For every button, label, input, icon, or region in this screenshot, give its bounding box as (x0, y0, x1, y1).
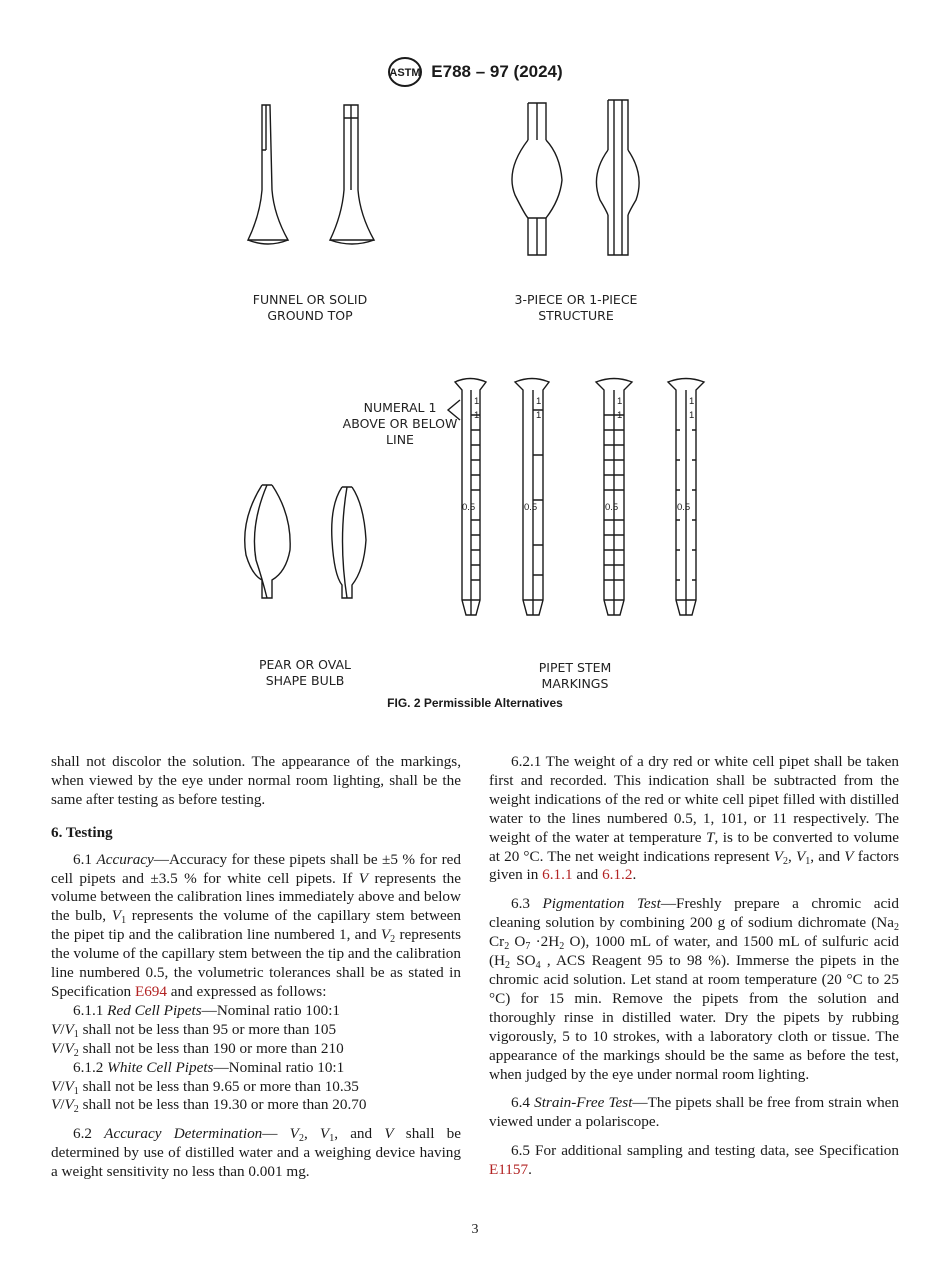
mark-05-b: 0.5 (524, 502, 538, 513)
solid-ground-top-pipet (330, 105, 374, 244)
stem-pipet-2 (515, 379, 549, 616)
red-ratio-2: $V/V_2$ shall not be less than 190 or more than 210 (51, 1039, 344, 1059)
three-piece-pipet (512, 103, 562, 255)
mark-1-g: 1 (689, 396, 695, 407)
red-ratio-1: $V/V_1$ shall not be less than 95 or more than 105 (51, 1020, 337, 1040)
ref-e1157[interactable]: E1157 (489, 1161, 529, 1179)
pear-bulb (245, 485, 290, 598)
para-continuation: shall not discolor the solution. The appearance of the markings, when viewed by the eye under normal room lighting, shall be the same after testing as before testing. (51, 753, 461, 808)
mark-1-a: 1 (474, 396, 480, 407)
para-6-2-1: 6.2.1 The weight of a dry red or white cell pipet shall be taken first and recorded. This indication shall be subtracted from the weight indications of the red or white cell pipet filled with distilled water to the lines numbered 0.5, 1, 101, or 11 respectively. The weight of the water at temperature T, is to be converted to volume at 20 °C. The net weight indications represent $V_2$, $V_1$, and V factors given in 6.1.1 and 6.1.2. (489, 753, 900, 884)
mark-1-f: 1 (617, 410, 623, 421)
figure-2 (0, 90, 950, 630)
para-6-3: 6.3 Pigmentation Test—Freshly prepare a chromic acid cleaning solution by combining 200 g of sodium dichromate ($Na_2$ $Cr_2$ $O_7 \cdot 2H_2$ O), 1000 mL of water, and 1500 mL of sulfuric acid ($H_2$ $SO_4$ , ACS Reagent 95 to 98 %). Immerse the pipets in the chromic acid solution. Let stand at room temperature (20 °C to 25 °C) for 15 min. Remove the pipets from the solution and thoroughly rinse in distilled water. Dry the pipets by rubbing vigorously, 5 to 10 strokes, with a laboratory cloth or tissue. The appearance of the markings should be the same as before the test, when judged by the eye under normal room lighting. (489, 895, 900, 1083)
para-6-2: 6.2 Accuracy Determination— $V_2$, $V_1$, and V shall be determined by use of distilled water and a weighing device having a weight sensitivity no less than 0.001 mg. (51, 1125, 461, 1181)
label-numeral: NUMERAL 1 ABOVE OR BELOW LINE (342, 400, 458, 447)
mark-1-b: 1 (474, 410, 480, 421)
mark-1-d: 1 (536, 410, 542, 421)
left-column (51, 753, 461, 1182)
standard-designation: E788 – 97 (2024) (431, 62, 563, 81)
ref-e694[interactable]: E694 (134, 982, 167, 1000)
mark-1-h: 1 (689, 410, 695, 421)
para-6-1: 6.1 Accuracy—Accuracy for these pipets shall be ±5 % for red cell pipets and ±3.5 % for white cell pipets. If V represents the volume between the calibration lines immediately above and below the bulb, $V_1$ represents the volume of the capillary stem between the pipet tip and the calibration line numbered 1, and $V_2$ represents the volume of the capillary stem between the tip and the calibration line numbered 0.5, the volumetric tolerances shall be as stated in Specification E694 and expressed as follows: (51, 850, 462, 1000)
label-structure: 3-PIECE OR 1-PIECE STRUCTURE (514, 292, 638, 323)
figure-caption: FIG. 2 Permissible Alternatives (387, 696, 563, 710)
page-number: 3 (471, 1222, 479, 1237)
mark-05-c: 0.5 (605, 502, 619, 513)
section-heading: 6. Testing (51, 823, 113, 841)
astm-logo-icon (387, 56, 423, 88)
white-ratio-1: $V/V_1$ shall not be less than 9.65 or more than 10.35 (51, 1077, 359, 1097)
white-ratio-2: $V/V_2$ shall not be less than 19.30 or more than 20.70 (51, 1096, 367, 1116)
para-6-1-1: 6.1.1 Red Cell Pipets—Nominal ratio 100:1 (73, 1001, 341, 1019)
ref-6-1-2[interactable]: 6.1.2 (602, 866, 633, 884)
mark-1-e: 1 (617, 396, 623, 407)
funnel-top-pipet (248, 105, 288, 244)
label-pear: PEAR OR OVAL SHAPE BULB (258, 657, 352, 688)
stem-pipet-3 (596, 379, 632, 616)
right-column (489, 753, 899, 1180)
ref-6-1-1[interactable]: 6.1.1 (542, 866, 573, 884)
stem-pipet-4 (668, 379, 704, 616)
mark-1-c: 1 (536, 396, 542, 407)
para-6-5: 6.5 For additional sampling and testing data, see Specification E1157. (489, 1142, 899, 1179)
label-funnel: FUNNEL OR SOLID GROUND TOP (252, 292, 368, 323)
page-header (0, 56, 950, 88)
para-6-4: 6.4 Strain-Free Test—The pipets shall be free from strain when viewed under a polariscope. (489, 1094, 900, 1131)
one-piece-pipet (596, 100, 639, 255)
mark-05-d: 0.5 (677, 502, 691, 513)
oval-bulb (332, 487, 366, 598)
para-6-1-2: 6.1.2 White Cell Pipets—Nominal ratio 10:1 (73, 1058, 345, 1076)
logo-text: ASTM (389, 67, 421, 79)
mark-05-a: 0.5 (462, 502, 476, 513)
label-stem: PIPET STEM MARKINGS (538, 660, 612, 691)
